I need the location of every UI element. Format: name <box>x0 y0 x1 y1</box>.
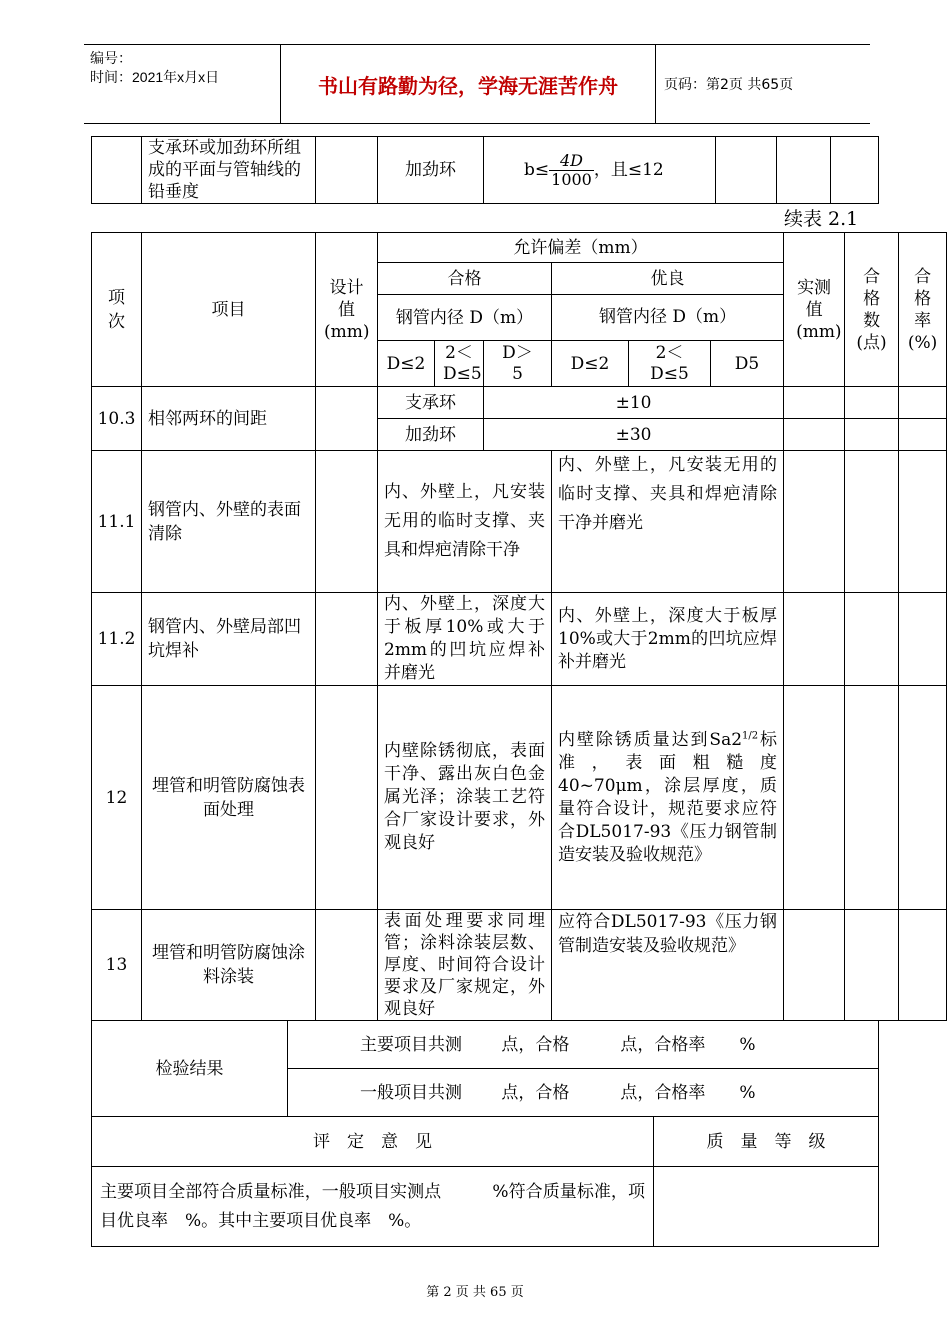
page-footer: 第 2 页 共 65 页 <box>426 1285 524 1300</box>
fraction: $\frac{4D}{1000}$ <box>551 150 592 189</box>
head-pipe-d-pass: 钢管内径 D（m） <box>378 295 552 341</box>
table-row <box>92 1117 879 1167</box>
row-item: 钢管内、外壁局部凹坑焊补 <box>142 593 316 686</box>
row-type: 加劲环 <box>378 419 484 451</box>
table-row <box>92 451 947 593</box>
head-pipe-d-good: 钢管内径 D（m） <box>552 295 784 341</box>
row-no: 11.1 <box>92 451 142 593</box>
row-item: 相邻两环的间距 <box>142 387 316 451</box>
general-line: 一般项目共测 点，合格 点，合格率 % <box>288 1069 879 1117</box>
code-label: 编号： <box>90 50 132 66</box>
head-pass-rate: 合格率(%) <box>899 233 947 387</box>
row-no: 10.3 <box>92 387 142 451</box>
row-pass: 内、外壁上，凡安装无用的临时支撑、夹具和焊疤清除干净 <box>378 451 552 593</box>
head-measured: 实测值(mm) <box>784 233 845 387</box>
opinion-text: 主要项目全部符合质量标准，一般项目实测点 %符合质量标准，项目优良率 %。其中主要项目优良率 %。 <box>92 1167 654 1247</box>
opinion-label: 评 定 意 见 <box>92 1117 654 1167</box>
grade-value <box>654 1167 879 1247</box>
row-good: 内、外壁上，凡安装无用的临时支撑、夹具和焊疤清除干净并磨光 <box>552 451 784 593</box>
head-no: 项次 <box>92 233 142 387</box>
head-d1: D≤2 <box>378 341 435 387</box>
head-d6: D5 <box>711 341 784 387</box>
table-row <box>92 910 947 1021</box>
table-row <box>92 387 947 419</box>
head-pass: 合格 <box>378 263 552 295</box>
head-pass-count: 合格数(点) <box>845 233 899 387</box>
item-cell: 支承环或加劲环所组成的平面与管轴线的铅垂度 <box>142 137 316 204</box>
head-good: 优良 <box>552 263 784 295</box>
row-pass: 内、外壁上，深度大于板厚10%或大于2mm的凹坑应焊补并磨光 <box>378 593 552 686</box>
row-value: ±10 <box>484 387 784 419</box>
page-header <box>84 44 870 124</box>
result-label: 检验结果 <box>92 1021 288 1117</box>
formula-cell <box>484 137 716 204</box>
formula-prefix: b≤ <box>524 159 550 180</box>
row-pass: 表面处理要求同埋管；涂料涂装层数、厚度、时间符合设计要求及厂家规定，外观良好 <box>378 910 552 1021</box>
type-cell: 加劲环 <box>378 137 484 204</box>
continued-label: 续表 2.1 <box>784 208 859 230</box>
inspection-table <box>91 232 947 1021</box>
table-row <box>92 1167 879 1247</box>
head-d4: D≤2 <box>552 341 629 387</box>
row-pass: 内壁除锈彻底，表面干净、露出灰白色金属光泽；涂装工艺符合厂家设计要求，外观良好 <box>378 686 552 910</box>
header-meta <box>84 45 280 123</box>
time-label: 时间：2021年x月x日 <box>90 69 220 85</box>
table-row <box>92 686 947 910</box>
row-no: 12 <box>92 686 142 910</box>
table-row <box>92 593 947 686</box>
head-design: 设计值(mm) <box>316 233 378 387</box>
head-tolerance: 允许偏差（mm） <box>378 233 784 263</box>
top-continuation-table <box>91 136 879 204</box>
row-good: 内壁除锈质量达到$Sa2^{1/2}$标准，表面粗糙度40~70μm，涂层厚度，质量符合设计，规范要求应符合DL5017-93《压力钢管制造安装及验收规范》 <box>552 686 784 910</box>
head-d3: D＞5 <box>484 341 552 387</box>
table-row <box>92 1021 879 1069</box>
header-motto: 书山有路勤为径，学海无涯苦作舟 <box>280 45 656 123</box>
row-item: 钢管内、外壁的表面清除 <box>142 451 316 593</box>
row-item: 埋管和明管防腐蚀涂料涂装 <box>142 910 316 1021</box>
summary-table <box>91 1020 879 1247</box>
head-d2: 2＜D≤5 <box>435 341 484 387</box>
head-item: 项目 <box>142 233 316 387</box>
row-no: 13 <box>92 910 142 1021</box>
main-line: 主要项目共测 点，合格 点，合格率 % <box>288 1021 879 1069</box>
row-no: 11.2 <box>92 593 142 686</box>
row-item: 埋管和明管防腐蚀表面处理 <box>142 686 316 910</box>
formula-suffix: ，且≤12 <box>593 159 664 180</box>
table-row <box>92 137 879 204</box>
row-good: 内、外壁上，深度大于板厚10%或大于2mm的凹坑应焊补并磨光 <box>552 593 784 686</box>
grade-label: 质 量 等 级 <box>654 1117 879 1167</box>
header-page: 页码：第2页 共65页 <box>664 77 794 93</box>
head-d5: 2＜D≤5 <box>629 341 711 387</box>
row-type: 支承环 <box>378 387 484 419</box>
table-row <box>92 233 947 263</box>
row-good: 应符合DL5017-93《压力钢管制造安装及验收规范》 <box>552 910 784 1021</box>
row-value: ±30 <box>484 419 784 451</box>
